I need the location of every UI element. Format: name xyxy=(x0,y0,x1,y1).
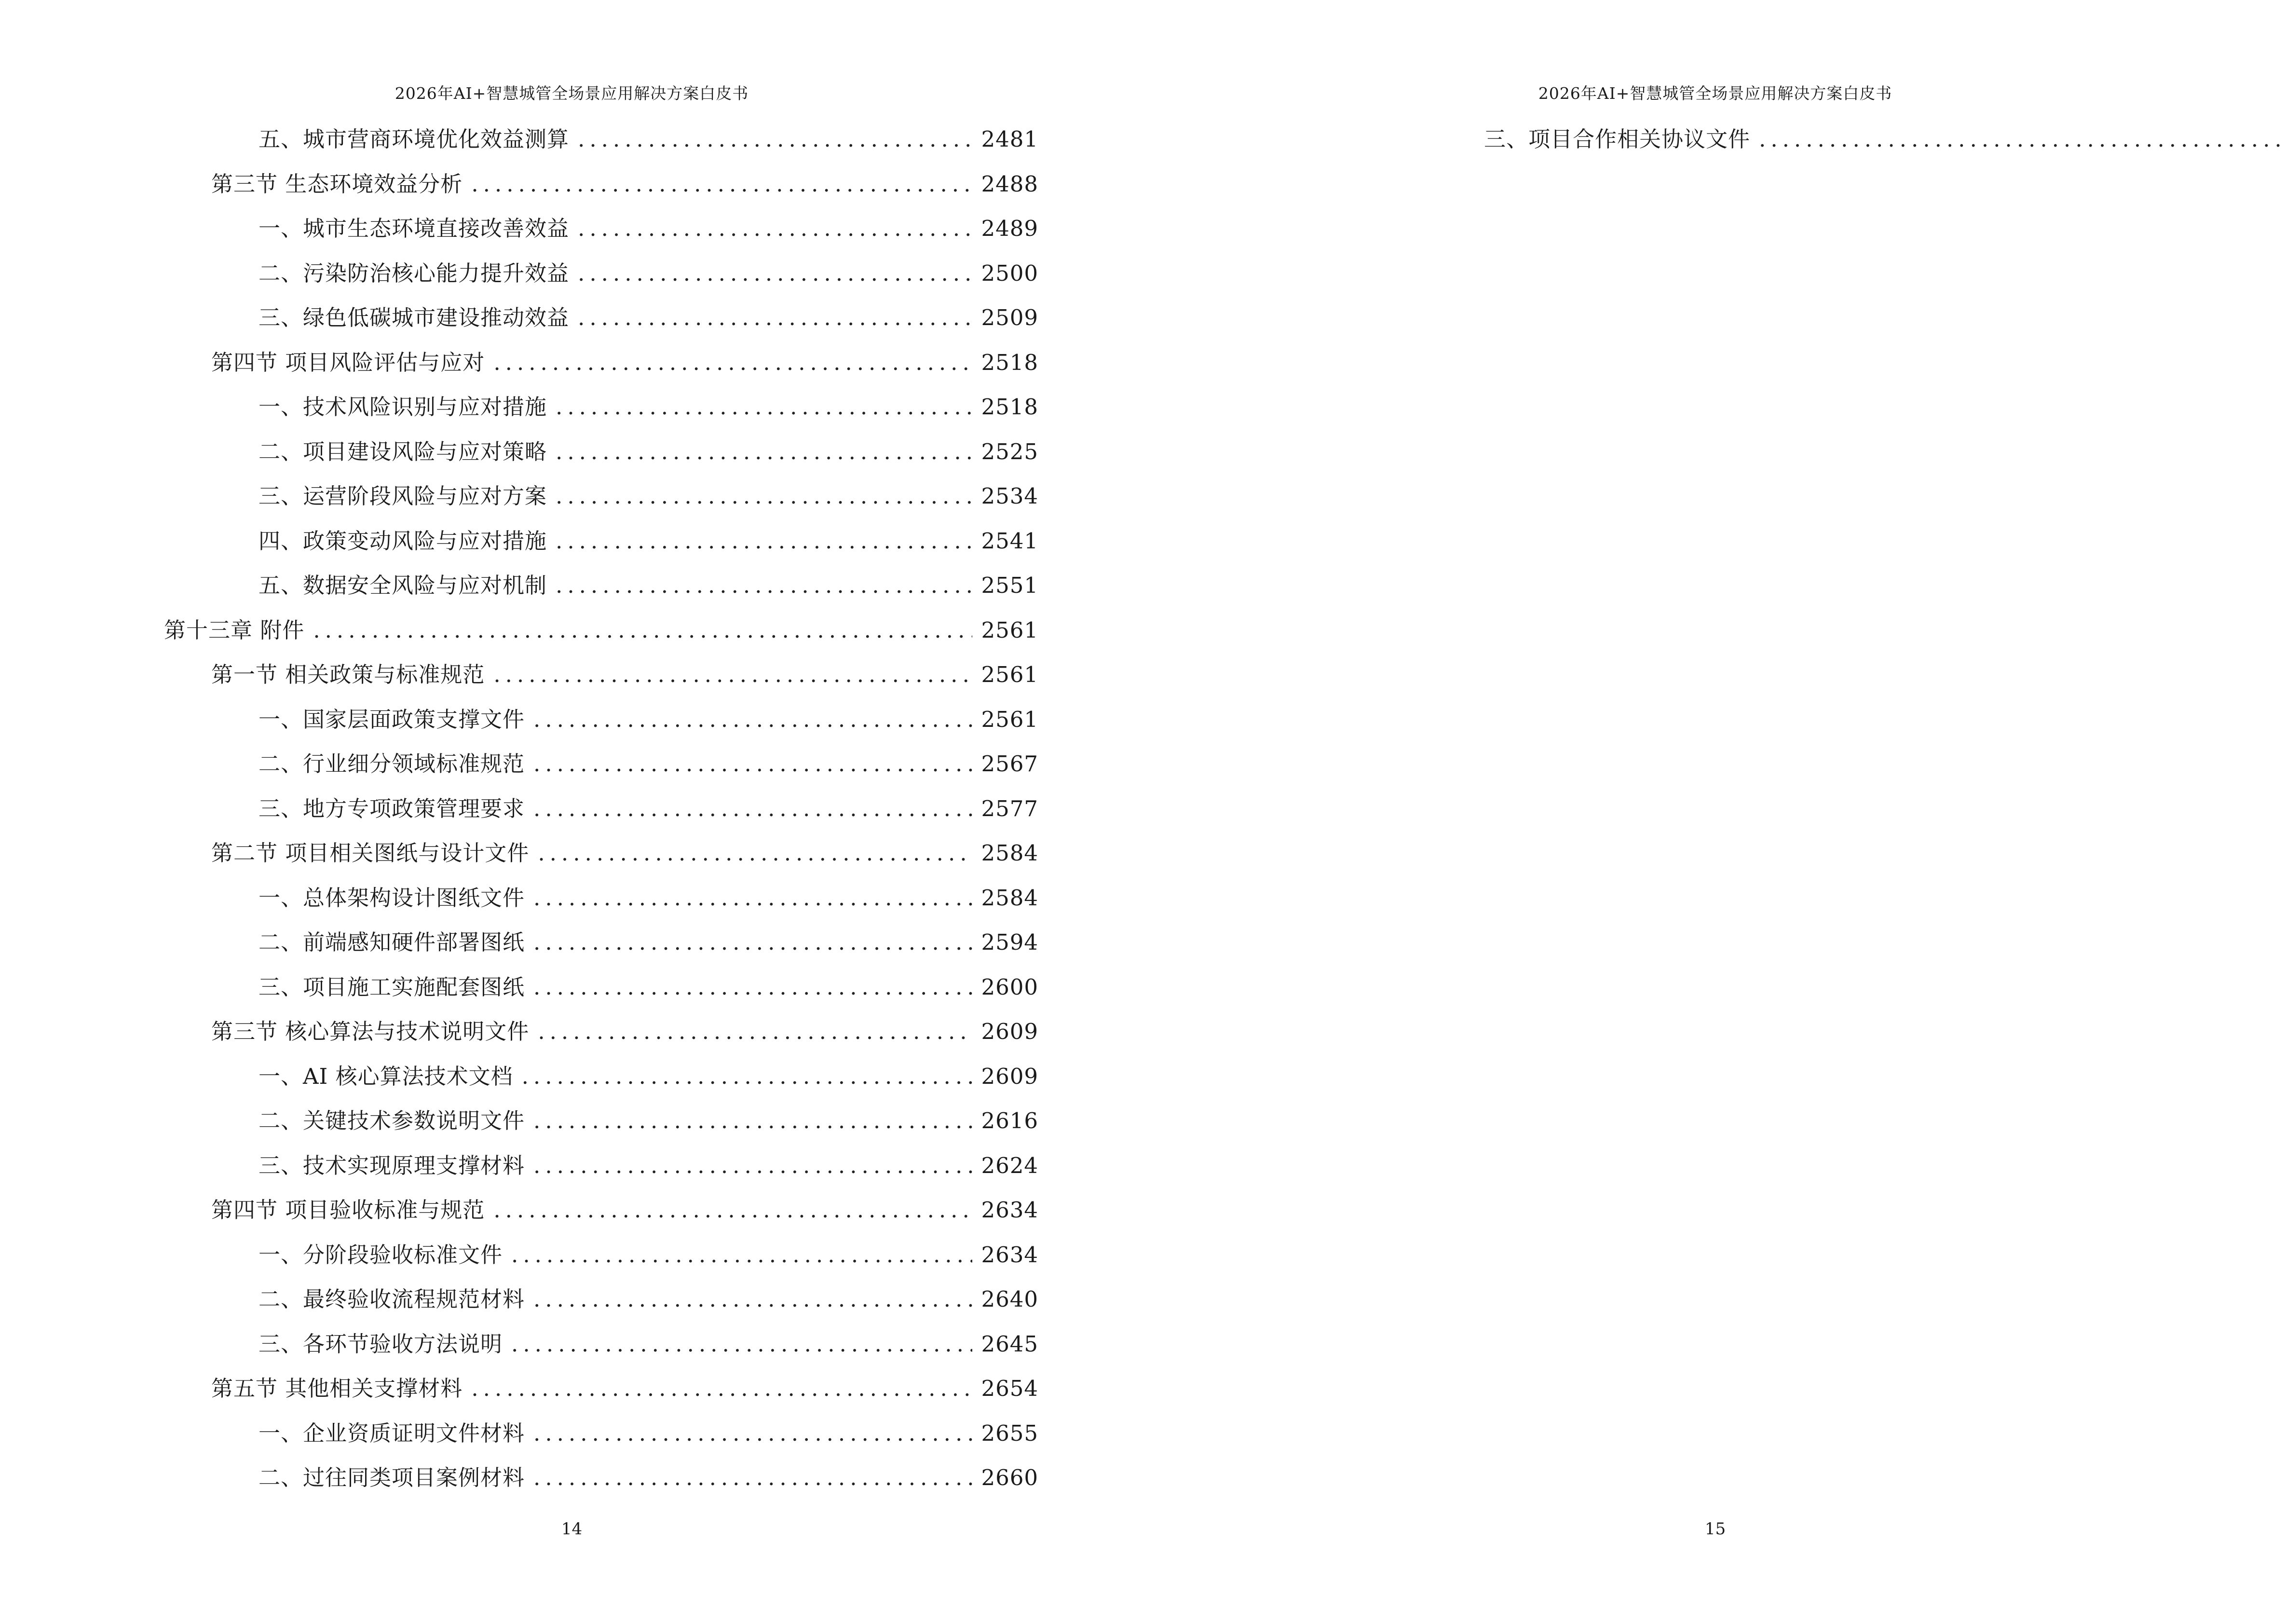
toc-entry-title: 一、城市生态环境直接改善效益 xyxy=(259,216,570,241)
toc-entry-title: 第五节 其他相关支撑材料 xyxy=(211,1376,463,1401)
toc-entry-title: 第二节 项目相关图纸与设计文件 xyxy=(211,840,530,866)
toc-entry[interactable] xyxy=(164,474,1038,519)
toc-dot-leader xyxy=(471,162,972,207)
toc-entry[interactable] xyxy=(164,1277,1038,1322)
toc-dot-leader xyxy=(533,742,972,787)
toc-entry-title: 三、运营阶段风险与应对方案 xyxy=(259,483,547,509)
toc-dot-leader xyxy=(533,697,972,742)
toc-entry-page-number: 2525 xyxy=(981,438,1038,464)
toc-entry[interactable] xyxy=(164,1099,1038,1144)
toc-entry-page-number: 2654 xyxy=(981,1376,1038,1401)
toc-entry-title: 第十三章 附件 xyxy=(164,617,305,643)
toc-entry-page-number: 2624 xyxy=(981,1152,1038,1178)
toc-entry-page-number: 2609 xyxy=(981,1063,1038,1089)
toc-entry[interactable] xyxy=(164,787,1038,832)
toc-entry-title: 三、技术实现原理支撑材料 xyxy=(259,1152,525,1178)
toc-entry-title: 一、企业资质证明文件材料 xyxy=(259,1420,525,1446)
toc-entry-title: 二、关键技术参数说明文件 xyxy=(259,1108,525,1133)
toc-entry[interactable] xyxy=(164,965,1038,1010)
toc-dot-leader xyxy=(578,251,972,296)
toc-dot-leader xyxy=(538,831,972,876)
toc-entry-title: 一、分阶段验收标准文件 xyxy=(259,1242,503,1268)
toc-dot-leader xyxy=(533,876,972,921)
toc-entry[interactable] xyxy=(164,1144,1038,1188)
toc-entry-title: 二、污染防治核心能力提升效益 xyxy=(259,260,570,286)
toc-entry[interactable] xyxy=(164,385,1038,430)
toc-dot-leader xyxy=(522,1054,973,1099)
toc-entry-page-number: 2594 xyxy=(981,929,1038,955)
toc-entry[interactable] xyxy=(164,1322,1038,1367)
toc-entry-page-number: 2616 xyxy=(981,1108,1038,1133)
toc-entry[interactable] xyxy=(164,608,1038,653)
toc-entry-title: 五、城市营商环境优化效益测算 xyxy=(259,126,570,152)
toc-entry-page-number: 2660 xyxy=(981,1465,1038,1490)
toc-entry-title: 二、前端感知硬件部署图纸 xyxy=(259,929,525,955)
toc-dot-leader xyxy=(1759,117,2284,162)
toc-entry[interactable] xyxy=(164,117,1038,162)
toc-entry-title: 二、过往同类项目案例材料 xyxy=(259,1465,525,1490)
toc-dot-leader xyxy=(533,1099,972,1144)
toc-entry-title: 二、行业细分领域标准规范 xyxy=(259,751,525,777)
toc-entry[interactable] xyxy=(1389,117,2287,162)
toc-entry[interactable] xyxy=(164,742,1038,787)
toc-entry[interactable] xyxy=(164,697,1038,742)
toc-entry-title: 三、项目合作相关协议文件 xyxy=(1484,126,1751,152)
toc-entry[interactable] xyxy=(164,1010,1038,1054)
toc-dot-leader xyxy=(471,1366,972,1411)
toc-dot-leader xyxy=(493,341,972,385)
toc-entry-page-number: 2541 xyxy=(981,528,1038,554)
toc-dot-leader xyxy=(511,1322,972,1367)
right-page xyxy=(1144,0,2287,1624)
toc-entry-page-number: 2584 xyxy=(981,840,1038,866)
toc-entry-title: 三、各环节验收方法说明 xyxy=(259,1331,503,1357)
toc-entry[interactable] xyxy=(164,430,1038,475)
toc-entry-title: 第三节 核心算法与技术说明文件 xyxy=(211,1019,530,1044)
page-number: 15 xyxy=(1704,1519,1726,1539)
toc-dot-leader xyxy=(556,430,972,475)
page-number: 14 xyxy=(561,1519,583,1539)
toc-entry-page-number: 2567 xyxy=(981,751,1038,777)
toc-entry-page-number: 2509 xyxy=(981,305,1038,330)
toc-entry-page-number: 2551 xyxy=(981,573,1038,598)
toc-entry-page-number: 2561 xyxy=(981,662,1038,687)
toc-dot-leader xyxy=(511,1233,972,1278)
toc-entry-page-number: 2600 xyxy=(981,974,1038,1000)
toc-entry-page-number: 2518 xyxy=(981,394,1038,420)
toc-entry-title: 一、国家层面政策支撑文件 xyxy=(259,706,525,732)
toc-entry[interactable] xyxy=(164,563,1038,608)
running-header: 2026年AI+智慧城管全场景应用解决方案白皮书 xyxy=(395,84,749,103)
toc-dot-leader xyxy=(313,608,972,653)
toc-entry[interactable] xyxy=(164,1456,1038,1501)
table-of-contents xyxy=(164,117,1038,1501)
toc-dot-leader xyxy=(556,385,972,430)
toc-entry[interactable] xyxy=(164,831,1038,876)
toc-entry-page-number: 2640 xyxy=(981,1286,1038,1312)
toc-entry[interactable] xyxy=(164,519,1038,564)
toc-entry-page-number: 2609 xyxy=(981,1019,1038,1044)
toc-entry-title: 五、数据安全风险与应对机制 xyxy=(259,573,547,598)
toc-dot-leader xyxy=(578,296,972,341)
toc-entry[interactable] xyxy=(164,206,1038,251)
toc-entry-page-number: 2634 xyxy=(981,1242,1038,1268)
toc-entry[interactable] xyxy=(164,296,1038,341)
toc-dot-leader xyxy=(493,653,972,697)
toc-entry-page-number: 2489 xyxy=(981,216,1038,241)
running-header: 2026年AI+智慧城管全场景应用解决方案白皮书 xyxy=(1538,84,1892,103)
toc-dot-leader xyxy=(533,1277,972,1322)
toc-entry-page-number: 2561 xyxy=(981,617,1038,643)
toc-entry[interactable] xyxy=(164,920,1038,965)
toc-dot-leader xyxy=(556,519,972,564)
toc-entry-page-number: 2500 xyxy=(981,260,1038,286)
toc-dot-leader xyxy=(533,965,972,1010)
toc-entry-title: 一、技术风险识别与应对措施 xyxy=(259,394,547,420)
toc-entry-title: 第四节 项目验收标准与规范 xyxy=(211,1197,485,1223)
toc-entry[interactable] xyxy=(164,162,1038,207)
toc-dot-leader xyxy=(533,920,972,965)
toc-dot-leader xyxy=(533,787,972,832)
toc-entry[interactable] xyxy=(164,1054,1038,1099)
toc-entry-page-number: 2561 xyxy=(981,706,1038,732)
toc-entry-title: 一、总体架构设计图纸文件 xyxy=(259,885,525,911)
toc-entry-page-number: 2488 xyxy=(981,171,1038,197)
toc-entry[interactable] xyxy=(164,1411,1038,1456)
toc-entry-title: 二、项目建设风险与应对策略 xyxy=(259,438,547,464)
toc-entry-page-number: 2584 xyxy=(981,885,1038,911)
toc-entry-page-number: 2634 xyxy=(981,1197,1038,1223)
toc-entry[interactable] xyxy=(164,1366,1038,1411)
toc-entry-title: 第三节 生态环境效益分析 xyxy=(211,171,463,197)
toc-dot-leader xyxy=(533,1411,972,1456)
toc-entry-page-number: 2645 xyxy=(981,1331,1038,1357)
toc-dot-leader xyxy=(578,117,972,162)
toc-dot-leader xyxy=(493,1188,972,1233)
toc-entry-page-number: 2655 xyxy=(981,1420,1038,1446)
toc-entry[interactable] xyxy=(164,1233,1038,1278)
toc-entry-title: 四、政策变动风险与应对措施 xyxy=(259,528,547,554)
toc-entry-title: 三、地方专项政策管理要求 xyxy=(259,795,525,821)
toc-entry-title: 第四节 项目风险评估与应对 xyxy=(211,349,485,375)
toc-entry-page-number: 2534 xyxy=(981,483,1038,509)
toc-dot-leader xyxy=(556,563,972,608)
toc-entry[interactable] xyxy=(164,876,1038,921)
toc-entry[interactable] xyxy=(164,1188,1038,1233)
toc-dot-leader xyxy=(578,206,972,251)
toc-dot-leader xyxy=(533,1144,972,1188)
toc-entry-title: 三、项目施工实施配套图纸 xyxy=(259,974,525,1000)
table-of-contents xyxy=(1389,117,2287,162)
toc-dot-leader xyxy=(538,1010,972,1054)
toc-entry-title: 二、最终验收流程规范材料 xyxy=(259,1286,525,1312)
toc-entry-title: 一、AI 核心算法技术文档 xyxy=(259,1063,513,1089)
toc-entry[interactable] xyxy=(164,341,1038,385)
toc-entry-title: 第一节 相关政策与标准规范 xyxy=(211,662,485,687)
toc-entry[interactable] xyxy=(164,251,1038,296)
toc-dot-leader xyxy=(556,474,972,519)
toc-entry[interactable] xyxy=(164,653,1038,697)
toc-dot-leader xyxy=(533,1456,972,1501)
toc-entry-title: 三、绿色低碳城市建设推动效益 xyxy=(259,305,570,330)
toc-entry-page-number: 2481 xyxy=(981,126,1038,152)
toc-entry-page-number: 2577 xyxy=(981,795,1038,821)
toc-entry-page-number: 2518 xyxy=(981,349,1038,375)
